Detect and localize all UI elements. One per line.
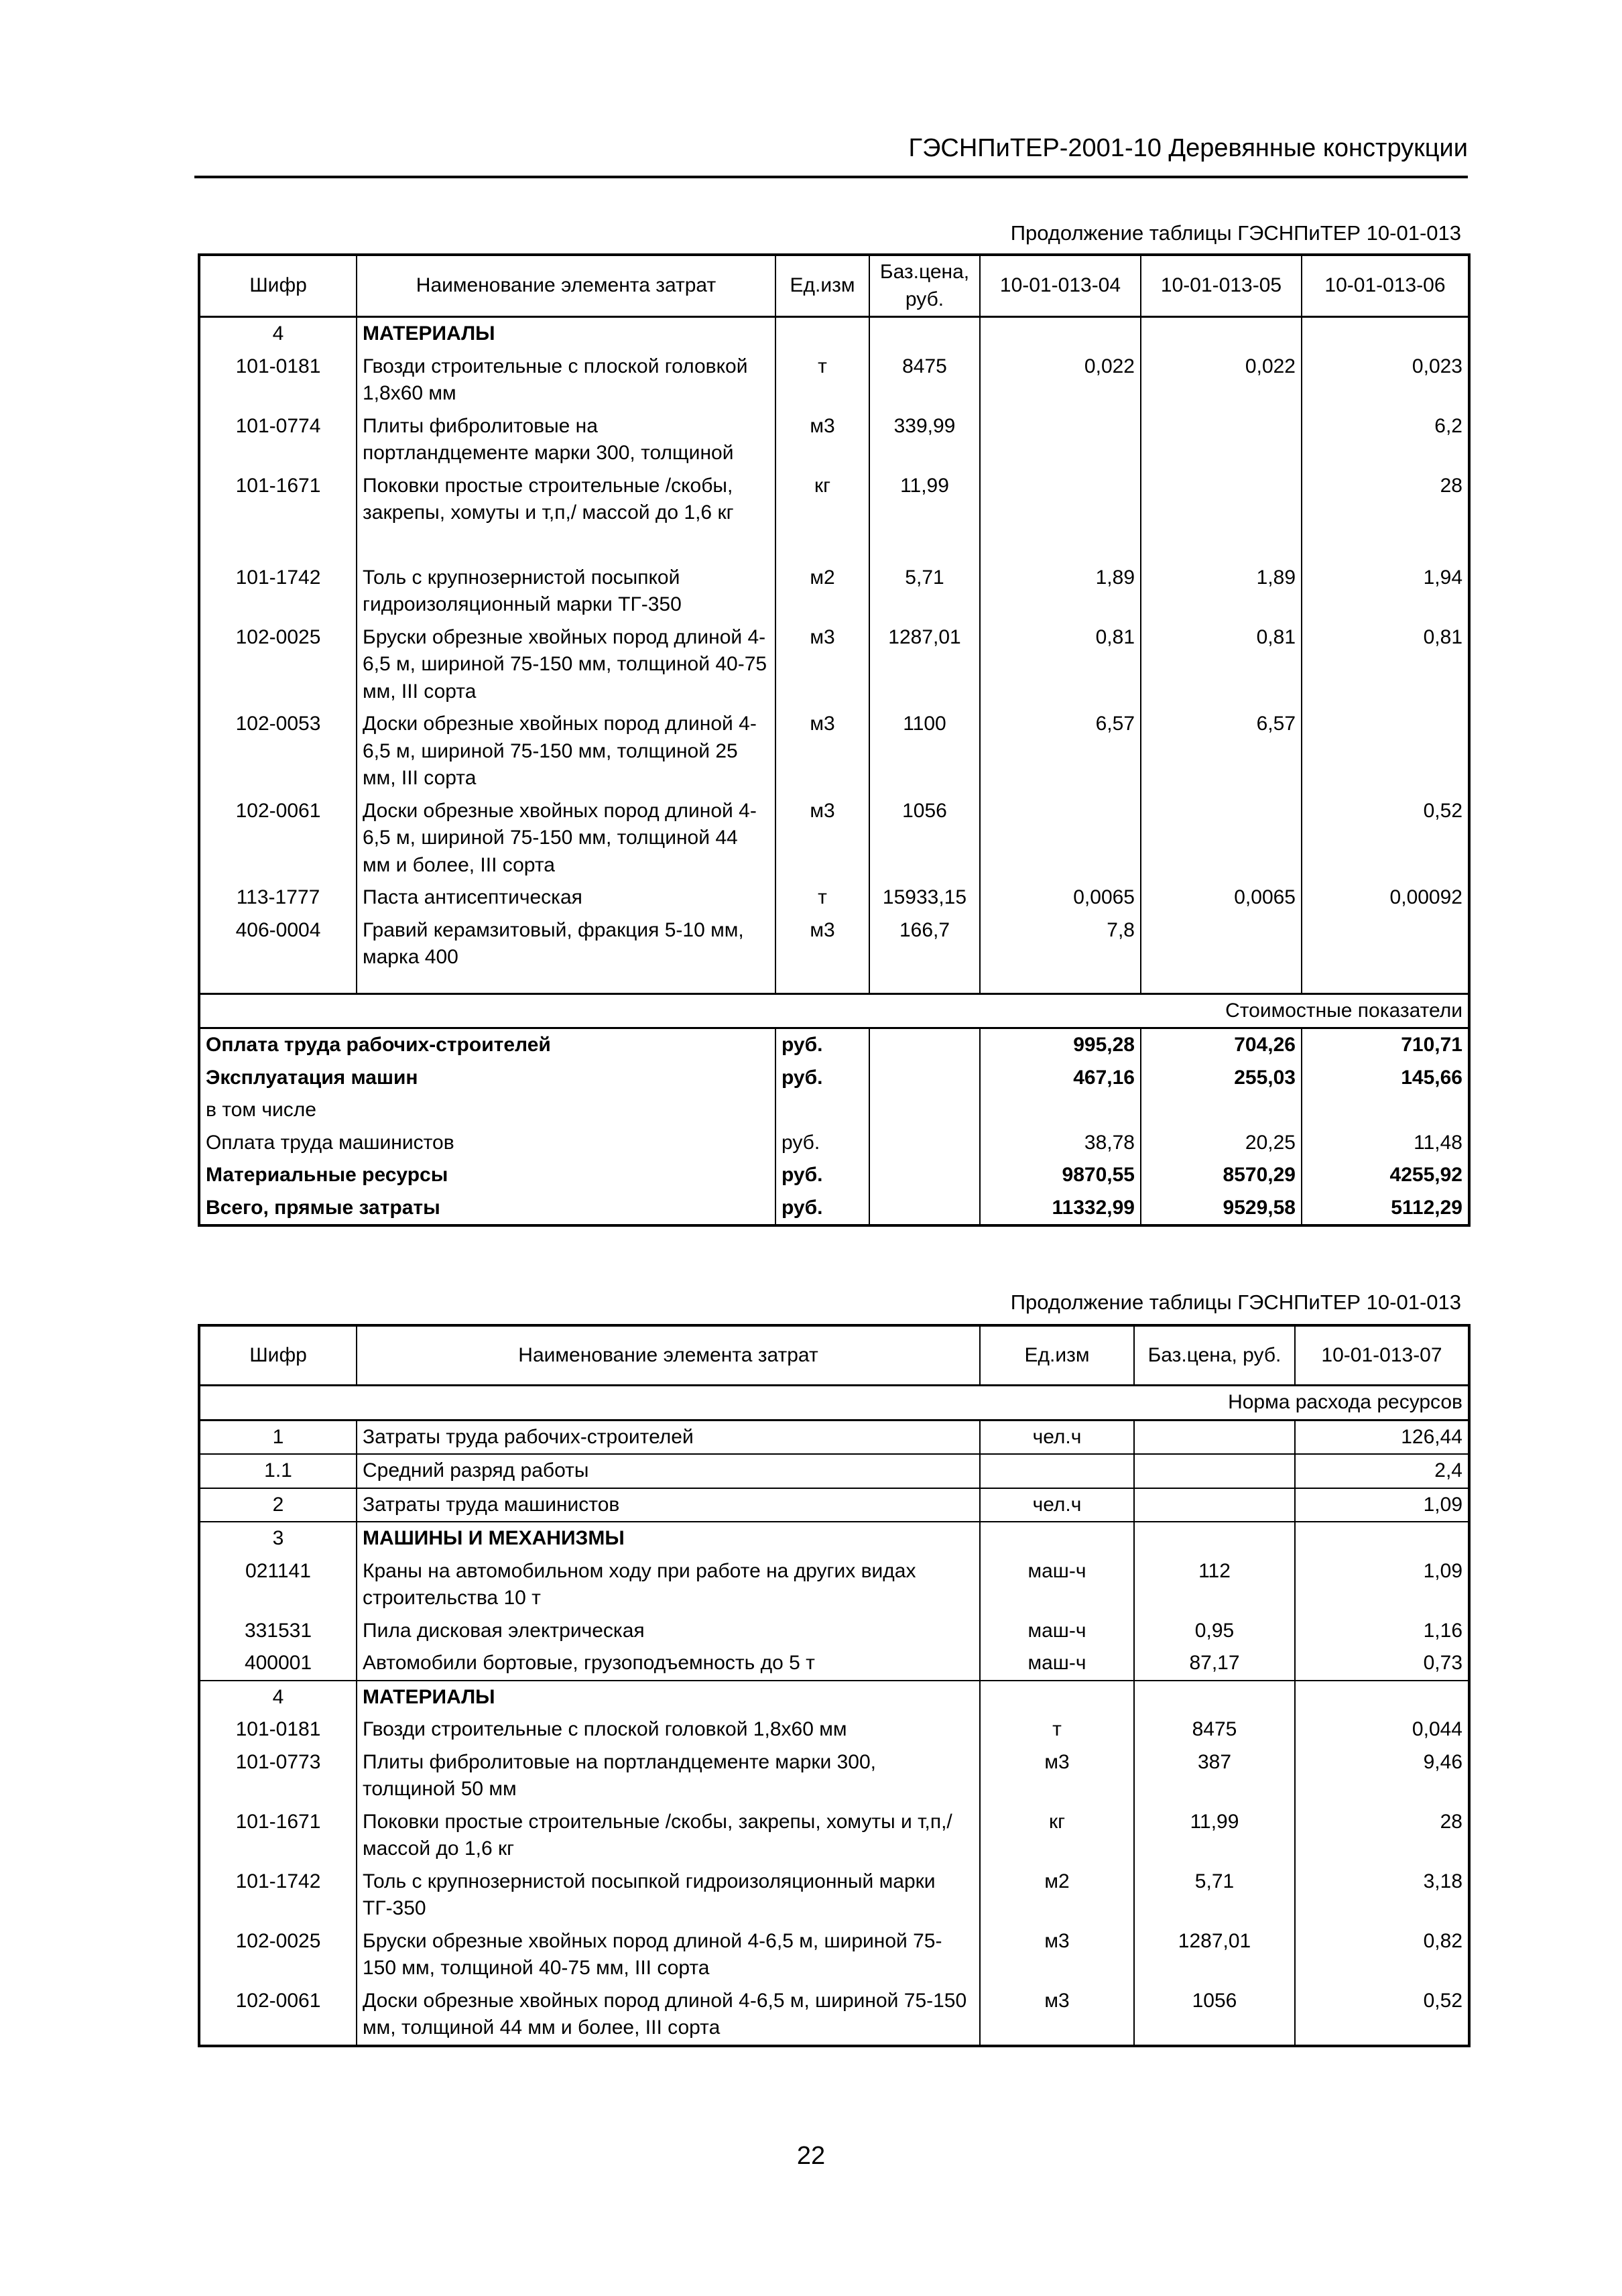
- cost-value-c1: 38,78: [980, 1127, 1141, 1160]
- table2-header-c1: 10-01-013-07: [1295, 1325, 1469, 1386]
- row-code: 113-1777: [236, 886, 320, 908]
- cost-row: [199, 1028, 1469, 1062]
- cost-value-c2: 704,26: [1141, 1028, 1302, 1062]
- cost-value-c2: [1141, 1094, 1302, 1127]
- row-value-c1: 0,022: [980, 351, 1141, 410]
- row-unit: маш-ч: [980, 1615, 1134, 1648]
- row-value-c3: 0,00092: [1389, 886, 1462, 908]
- row-unit: маш-ч: [980, 1555, 1134, 1615]
- row-name: Доски обрезные хвойных пород длиной 4-6,5 м, шириной 75-150 мм, толщиной 44 мм и более, III сорта: [357, 795, 775, 882]
- page-number: 22: [796, 2142, 826, 2170]
- row-value-c1: 0,82: [1423, 1929, 1462, 1952]
- row-unit: м3: [775, 708, 869, 795]
- row-code: 101-0773: [235, 1750, 321, 1773]
- cost-value-c2: 8570,29: [1141, 1159, 1302, 1192]
- row-value-c1: [980, 795, 1141, 882]
- row-value-c1: 6,57: [980, 708, 1141, 795]
- row-price: 339,99: [869, 410, 980, 470]
- row-price: [1134, 1420, 1295, 1454]
- table2-continuation: Продолжение таблицы ГЭСНПиТЕР 10-01-013: [1010, 1290, 1461, 1314]
- row-unit: чел.ч: [980, 1488, 1134, 1522]
- cost-value-c3: 710,71: [1401, 1034, 1462, 1056]
- row-unit: т: [775, 882, 869, 914]
- material-row: [199, 351, 1469, 410]
- resource-row: [199, 1555, 1469, 1615]
- cost-price-empty: [869, 1127, 980, 1160]
- row-value-c2: 6,57: [1141, 708, 1302, 795]
- table1-header-code: Шифр: [199, 255, 357, 317]
- row-unit: м3: [775, 410, 869, 470]
- resource-row: [199, 1681, 1469, 1714]
- row-unit: кг: [980, 1806, 1134, 1866]
- row-code: 101-1742: [235, 566, 321, 589]
- row-value-c2: [1141, 410, 1302, 470]
- row-code: 102-0053: [235, 713, 321, 735]
- section-code: 4: [272, 322, 284, 345]
- row-unit: м3: [980, 1985, 1134, 2046]
- cost-value-c1: 9870,55: [980, 1159, 1141, 1192]
- row-name: МАШИНЫ И МЕХАНИЗМЫ: [357, 1522, 980, 1555]
- cost-label: Оплата труда машинистов: [199, 1127, 775, 1160]
- table2-header-name: Наименование элемента затрат: [357, 1325, 980, 1386]
- resource-row: [199, 1420, 1469, 1454]
- row-unit: кг: [775, 470, 869, 530]
- row-unit: м3: [775, 795, 869, 882]
- row-name: Поковки простые строительные /скобы, закрепы, хомуты и т,п,/ массой до 1,6 кг: [357, 1806, 980, 1866]
- row-name: Плиты фибролитовые на портландцементе марки 300, толщиной 50 мм: [357, 1746, 980, 1806]
- header-rule: [194, 176, 1468, 178]
- row-name: Средний разряд работы: [357, 1454, 980, 1488]
- row-value-c3: 28: [1440, 474, 1462, 497]
- row-value-c1: 28: [1440, 1810, 1462, 1833]
- cost-unit: руб.: [775, 1159, 869, 1192]
- cost-row: [199, 1127, 1469, 1160]
- row-value-c1: 0,0065: [980, 882, 1141, 914]
- row-price: 11,99: [869, 470, 980, 530]
- table2-header-price: Баз.цена, руб.: [1134, 1325, 1295, 1386]
- row-value-c2: [1141, 914, 1302, 974]
- row-code: 101-0181: [235, 355, 321, 377]
- row-code: 102-0061: [235, 1989, 321, 2012]
- cost-unit: руб.: [775, 1028, 869, 1062]
- resource-row: [199, 1454, 1469, 1488]
- row-value-c1: 1,09: [1423, 1559, 1462, 1582]
- row-value-c3: [1302, 708, 1469, 795]
- row-code: 3: [199, 1522, 357, 1555]
- table1-header-c3: 10-01-013-06: [1302, 255, 1469, 317]
- material-row: [199, 795, 1469, 882]
- row-value-c1: 9,46: [1423, 1750, 1462, 1773]
- row-price: 8475: [1134, 1713, 1295, 1746]
- row-unit: [980, 1454, 1134, 1488]
- cost-price-empty: [869, 1192, 980, 1226]
- row-code: 331531: [244, 1619, 312, 1642]
- cost-value-c3: 11,48: [1414, 1131, 1462, 1154]
- cost-label: в том числе: [199, 1094, 775, 1127]
- row-value-c1: [980, 470, 1141, 530]
- section-name: МАТЕРИАЛЫ: [357, 317, 775, 351]
- row-value-c1: 0,52: [1423, 1989, 1462, 2012]
- table1-header-c1: 10-01-013-04: [980, 255, 1141, 317]
- cost-value-c3: [1302, 1094, 1469, 1127]
- cost-value-c3: 4255,92: [1389, 1164, 1462, 1186]
- row-name: Затраты труда рабочих-строителей: [357, 1420, 980, 1454]
- row-name: Доски обрезные хвойных пород длиной 4-6,5 м, шириной 75-150 мм, толщиной 44 мм и более, III сорта: [357, 1985, 980, 2046]
- resource-row: [199, 1713, 1469, 1746]
- row-price: [1134, 1454, 1295, 1488]
- row-code: 1: [272, 1425, 284, 1448]
- cost-row: [199, 1062, 1469, 1095]
- cost-price-empty: [869, 1062, 980, 1095]
- table2-header-code: Шифр: [199, 1325, 357, 1386]
- row-unit: м3: [980, 1746, 1134, 1806]
- row-name: Краны на автомобильном ходу при работе на других видах строительства 10 т: [357, 1555, 980, 1615]
- cost-label: Оплата труда рабочих-строителей: [199, 1028, 775, 1062]
- resource-row: [199, 1522, 1469, 1555]
- row-code: 102-0025: [235, 625, 321, 648]
- row-unit: м2: [980, 1866, 1134, 1925]
- row-value-c1: 1,89: [980, 562, 1141, 621]
- table2-header-unit: Ед.изм: [980, 1325, 1134, 1386]
- resource-row: [199, 1866, 1469, 1925]
- norm-header: Норма расхода ресурсов: [199, 1386, 1469, 1421]
- resource-row: [199, 1985, 1469, 2046]
- row-name: Гравий керамзитовый, фракция 5-10 мм, марка 400: [357, 914, 775, 974]
- row-value-c1: [1295, 1681, 1469, 1714]
- row-value-c2: [1141, 470, 1302, 530]
- row-code: 406-0004: [235, 918, 321, 941]
- row-value-c3: 0,023: [1412, 355, 1462, 377]
- row-unit: м3: [775, 914, 869, 974]
- resource-row: [199, 1615, 1469, 1648]
- resource-row: [199, 1925, 1469, 1985]
- row-price: 11,99: [1134, 1806, 1295, 1866]
- row-price: 0,95: [1134, 1615, 1295, 1648]
- row-price: 1056: [1134, 1985, 1295, 2046]
- row-unit: [980, 1681, 1134, 1714]
- table1-header-c2: 10-01-013-05: [1141, 255, 1302, 317]
- cost-value-c1: [980, 1094, 1141, 1127]
- row-code: 1.1: [264, 1459, 292, 1482]
- row-price: 15933,15: [869, 882, 980, 914]
- resource-row: [199, 1647, 1469, 1681]
- row-value-c1: 0,73: [1423, 1652, 1462, 1674]
- row-value-c1: 7,8: [980, 914, 1141, 974]
- row-price: [1134, 1522, 1295, 1555]
- table1-header-price: Баз.цена, руб.: [869, 255, 980, 317]
- table1-continuation: Продолжение таблицы ГЭСНПиТЕР 10-01-013: [1010, 221, 1461, 245]
- row-unit: м3: [775, 621, 869, 709]
- row-code: 102-0061: [235, 799, 321, 822]
- row-unit: м3: [980, 1925, 1134, 1985]
- row-value-c3: 0,81: [1423, 625, 1462, 648]
- row-code: 021141: [245, 1559, 311, 1582]
- row-code: 400001: [244, 1652, 312, 1674]
- row-value-c1: 0,044: [1412, 1718, 1462, 1740]
- cost-unit: руб.: [775, 1127, 869, 1160]
- cost-value-c2: 20,25: [1141, 1127, 1302, 1160]
- material-row: [199, 882, 1469, 914]
- cost-header: Стоимостные показатели: [199, 993, 1469, 1028]
- material-row: [199, 410, 1469, 470]
- row-value-c1: [980, 410, 1141, 470]
- row-price: 1100: [869, 708, 980, 795]
- cost-unit: [775, 1094, 869, 1127]
- row-value-c2: 0,81: [1141, 621, 1302, 709]
- row-value-c1: 3,18: [1423, 1870, 1462, 1892]
- cost-unit: руб.: [775, 1062, 869, 1095]
- cost-unit: руб.: [775, 1192, 869, 1226]
- cost-row: [199, 1159, 1469, 1192]
- row-code: 2: [199, 1488, 357, 1522]
- row-value-c1: 1,16: [1423, 1619, 1462, 1642]
- resource-row: [199, 1746, 1469, 1806]
- row-price: 166,7: [869, 914, 980, 974]
- material-row: [199, 470, 1469, 530]
- row-value-c2: [1141, 795, 1302, 882]
- row-value-c1: 0,81: [980, 621, 1141, 709]
- row-unit: м2: [775, 562, 869, 621]
- row-value-c3: 6,2: [1434, 414, 1462, 437]
- row-price: 112: [1134, 1555, 1295, 1615]
- cost-value-c2: 9529,58: [1141, 1192, 1302, 1226]
- cost-value-c1: 11332,99: [980, 1192, 1141, 1226]
- row-value-c1: 2,4: [1434, 1459, 1462, 1482]
- row-code: 102-0025: [235, 1929, 321, 1952]
- row-name: Доски обрезные хвойных пород длиной 4-6,5 м, шириной 75-150 мм, толщиной 25 мм, III сорта: [357, 708, 775, 795]
- cost-row: [199, 1192, 1469, 1226]
- row-unit: маш-ч: [980, 1647, 1134, 1681]
- row-code: 4: [199, 1681, 357, 1714]
- row-code: 101-1671: [235, 1810, 321, 1833]
- row-name: Плиты фибролитовые на портландцементе марки 300, толщиной: [357, 410, 775, 470]
- material-row: [199, 914, 1469, 974]
- row-price: 87,17: [1134, 1647, 1295, 1681]
- row-price: 8475: [869, 351, 980, 410]
- row-name: Бруски обрезные хвойных пород длиной 4-6,5 м, шириной 75-150 мм, толщиной 40-75 мм, III сорта: [357, 621, 775, 709]
- table1-header-name: Наименование элемента затрат: [357, 255, 775, 317]
- row-value-c2: 0,0065: [1141, 882, 1302, 914]
- material-row: [199, 621, 1469, 709]
- row-name: Толь с крупнозернистой посыпкой гидроизоляционный марки ТГ-350: [357, 562, 775, 621]
- row-unit: т: [980, 1713, 1134, 1746]
- row-value-c1: 1,09: [1295, 1488, 1469, 1522]
- row-name: Паста антисептическая: [357, 882, 775, 914]
- row-code: 101-0181: [235, 1718, 321, 1740]
- page-header-title: ГЭСНПиТЕР-2001-10 Деревянные конструкции: [908, 134, 1468, 162]
- row-code: 101-1742: [235, 1870, 321, 1892]
- row-name: Гвозди строительные с плоской головкой 1,8х60 мм: [357, 351, 775, 410]
- row-unit: [980, 1522, 1134, 1555]
- row-price: [1134, 1488, 1295, 1522]
- cost-row: [199, 1094, 1469, 1127]
- row-name: Затраты труда машинистов: [357, 1488, 980, 1522]
- cost-price-empty: [869, 1094, 980, 1127]
- row-price: 387: [1134, 1746, 1295, 1806]
- row-code: 101-1671: [235, 474, 321, 497]
- cost-label: Всего, прямые затраты: [199, 1192, 775, 1226]
- row-code: 101-0774: [235, 414, 321, 437]
- material-row: [199, 562, 1469, 621]
- row-value-c1: [1295, 1522, 1469, 1555]
- material-row: [199, 708, 1469, 795]
- row-value-c2: 1,89: [1141, 562, 1302, 621]
- row-name: Гвозди строительные с плоской головкой 1,8х60 мм: [357, 1713, 980, 1746]
- resource-table-2: [198, 1324, 1471, 2047]
- table1-section-row: [199, 317, 1469, 351]
- row-name: Толь с крупнозернистой посыпкой гидроизоляционный марки ТГ-350: [357, 1866, 980, 1925]
- row-name: МАТЕРИАЛЫ: [357, 1681, 980, 1714]
- row-name: Пила дисковая электрическая: [357, 1615, 980, 1648]
- cost-price-empty: [869, 1028, 980, 1062]
- cost-price-empty: [869, 1159, 980, 1192]
- cost-label: Материальные ресурсы: [199, 1159, 775, 1192]
- table2-header-row: [199, 1325, 1469, 1386]
- row-value-c2: 0,022: [1141, 351, 1302, 410]
- row-value-c3: 0,52: [1423, 799, 1462, 822]
- row-unit: чел.ч: [980, 1420, 1134, 1454]
- row-price: 5,71: [869, 562, 980, 621]
- row-price: [1134, 1681, 1295, 1714]
- row-name: Бруски обрезные хвойных пород длиной 4-6,5 м, шириной 75-150 мм, толщиной 40-75 мм, III сорта: [357, 1925, 980, 1985]
- row-price: 1056: [869, 795, 980, 882]
- cost-value-c3: 5112,29: [1391, 1196, 1462, 1219]
- resource-row: [199, 1806, 1469, 1866]
- cost-value-c1: 995,28: [980, 1028, 1141, 1062]
- row-value-c3: [1302, 914, 1469, 974]
- row-name: Автомобили бортовые, грузоподъемность до 5 т: [357, 1647, 980, 1681]
- row-name: Поковки простые строительные /скобы, закрепы, хомуты и т,п,/ массой до 1,6 кг: [357, 470, 775, 530]
- cost-value-c1: 467,16: [980, 1062, 1141, 1095]
- cost-value-c3: 145,66: [1401, 1066, 1462, 1089]
- row-unit: т: [775, 351, 869, 410]
- cost-value-c2: 255,03: [1141, 1062, 1302, 1095]
- table1-header-unit: Ед.изм: [775, 255, 869, 317]
- resource-row: [199, 1488, 1469, 1522]
- row-price: 1287,01: [869, 621, 980, 709]
- cost-label: Эксплуатация машин: [199, 1062, 775, 1095]
- table1-header-row: [199, 255, 1469, 317]
- row-price: 5,71: [1134, 1866, 1295, 1925]
- row-value-c3: 1,94: [1423, 566, 1462, 589]
- resource-table-1: [198, 253, 1471, 1227]
- row-price: 1287,01: [1134, 1925, 1295, 1985]
- row-value-c1: 126,44: [1401, 1425, 1462, 1448]
